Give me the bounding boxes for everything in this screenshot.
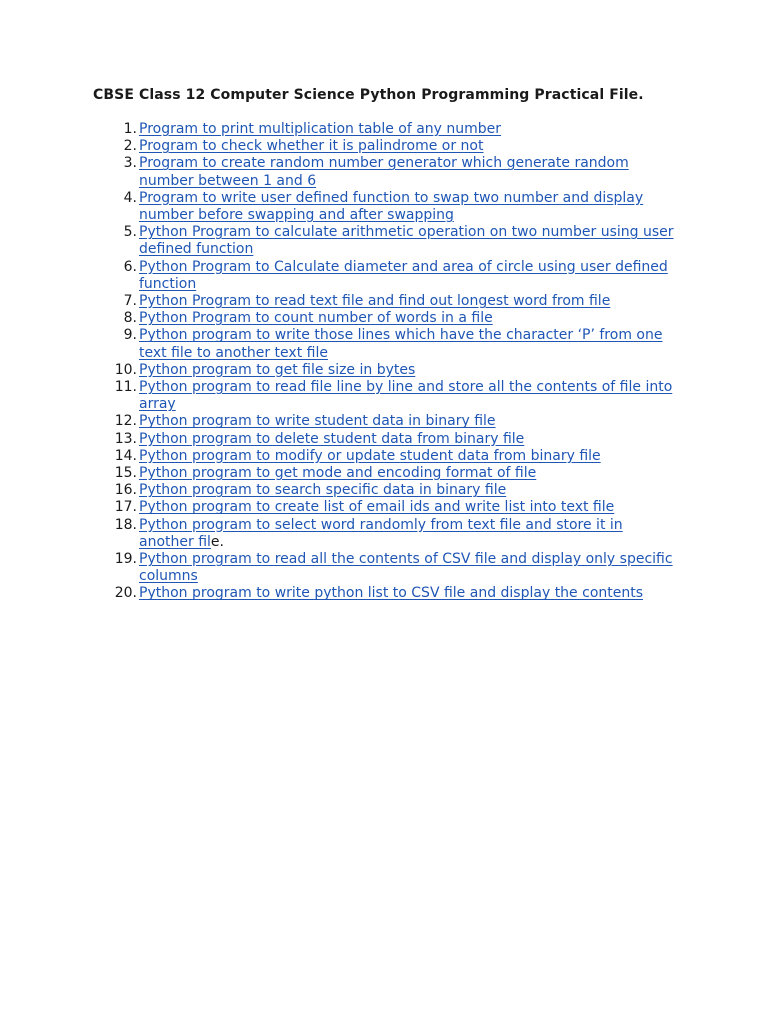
list-item-number: 15. <box>114 465 137 482</box>
list-item-number: 12. <box>114 413 137 430</box>
list-item <box>114 361 679 379</box>
list-item <box>123 189 679 224</box>
program-link[interactable]: Python Program to Calculate diameter and area of circle using user defined function <box>139 258 668 292</box>
list-item <box>114 379 679 413</box>
program-link[interactable]: Python Program to read text file and find out longest word from file <box>139 293 611 310</box>
program-list <box>114 121 679 603</box>
program-link[interactable]: Python program to write those lines which have the character ‘P’ from one text file to another text file <box>139 327 663 361</box>
list-item <box>114 482 679 499</box>
program-link[interactable]: Python Program to calculate arithmetic operation on two number using user defined function <box>139 224 674 258</box>
list-item-number: 9. <box>123 327 137 344</box>
program-link[interactable]: Python program to read file line by line and store all the contents of file into array <box>139 379 673 413</box>
list-item <box>123 155 679 189</box>
list-item-number: 7. <box>123 293 137 310</box>
program-link[interactable]: Python program to get mode and encoding format of file <box>139 465 537 482</box>
list-item-number: 14. <box>114 447 137 464</box>
list-item-number: 17. <box>114 499 137 516</box>
list-item <box>114 430 679 448</box>
list-item-number: 11. <box>114 379 137 396</box>
program-link[interactable]: Python program to select word randomly from text file and store it in another fil <box>139 516 623 550</box>
list-item <box>114 447 679 465</box>
list-item-number: 20. <box>114 585 137 602</box>
program-link[interactable]: Program to print multiplication table of any number <box>139 121 502 137</box>
list-item-number: 2. <box>123 138 137 155</box>
program-link[interactable]: Python program to create list of email ids and write list into text file <box>139 499 615 516</box>
list-item-tail-text: e. <box>210 533 224 550</box>
program-link[interactable]: Program to check whether it is palindrome or not <box>139 138 484 155</box>
list-item <box>123 327 679 361</box>
program-link[interactable]: Program to write user defined function to swap two number and display number before swapping and after swapping <box>139 189 644 224</box>
list-item-number: 1. <box>123 121 137 137</box>
list-item-number: 13. <box>114 430 137 447</box>
program-link[interactable]: Python program to read all the contents of CSV file and display only specific columns <box>139 551 673 585</box>
list-item <box>114 499 679 516</box>
list-item-number: 16. <box>114 482 137 499</box>
list-item-number: 5. <box>123 224 137 241</box>
program-link[interactable]: Python program to search specific data in binary file <box>139 482 507 499</box>
program-link[interactable]: Python Program to count number of words in a file <box>139 310 493 327</box>
list-item-number: 18. <box>114 516 137 533</box>
list-item <box>114 413 679 430</box>
list-item-number: 4. <box>123 189 137 206</box>
list-item <box>114 516 679 551</box>
program-link[interactable]: Python program to write student data in binary file <box>139 413 496 430</box>
list-item-number: 19. <box>114 551 137 568</box>
list-item <box>114 585 679 602</box>
list-item-number: 8. <box>123 310 137 327</box>
list-item <box>114 551 679 585</box>
list-item <box>123 258 679 293</box>
program-link[interactable]: Python program to modify or update student data from binary file <box>139 447 601 464</box>
document-title: CBSE Class 12 Computer Science Python Programming Practical File. <box>93 87 644 103</box>
program-link[interactable]: Python program to delete student data from binary file <box>139 430 525 447</box>
list-item <box>114 465 679 482</box>
list-item <box>123 138 679 155</box>
list-item <box>123 310 679 327</box>
list-item <box>123 121 679 138</box>
program-link[interactable]: Python program to write python list to CSV file and display the contents <box>139 585 644 602</box>
program-link[interactable]: Program to create random number generator which generate random number between 1 and 6 <box>139 155 629 189</box>
program-link[interactable]: Python program to get file size in bytes <box>139 361 416 378</box>
list-item <box>123 224 679 258</box>
list-item-number: 6. <box>123 258 137 275</box>
list-item <box>123 293 679 310</box>
list-item-number: 10. <box>114 361 137 378</box>
list-item-number: 3. <box>123 155 137 172</box>
